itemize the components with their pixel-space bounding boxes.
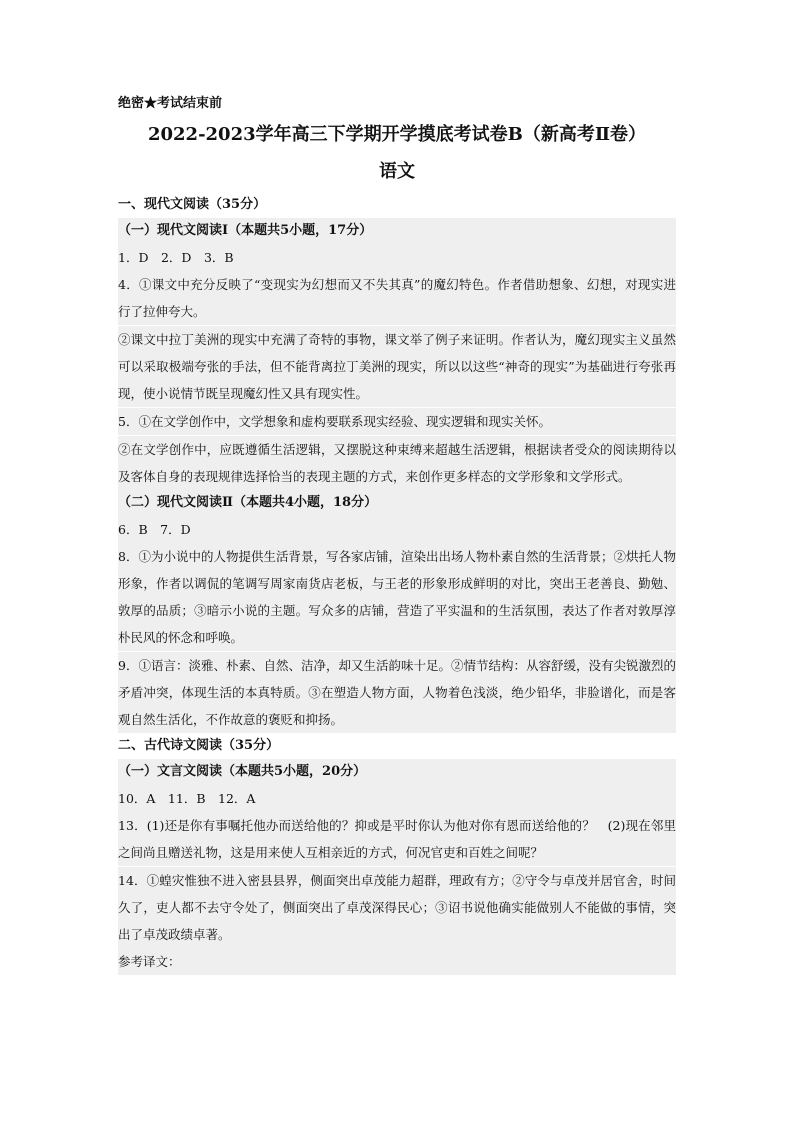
confidential-label: 绝密★考试结束前	[118, 96, 223, 111]
part-heading-modern-reading-2: （二）现代文阅读Ⅱ（本题共4小题，18分）	[118, 490, 676, 516]
answer-paragraph: ②课文中拉丁美洲的现实中充满了奇特的事物，课文举了例子来证明。作者认为，魔幻现实主义虽然可以采取极端夸张的手法，但不能背离拉丁美洲的现实，所以以这些“神奇的现实”为基础进行夸张再现，使小说情节既呈现魔幻性又具有现实性。	[118, 325, 676, 407]
section-heading-classical-reading: 二、古代诗文阅读（35分）	[118, 738, 280, 753]
exam-title: 2022-2023学年高三下学期开学摸底考试卷B（新高考Ⅱ卷）	[147, 124, 647, 145]
document-page	[118, 94, 676, 975]
answer-paragraph: 8．①为小说中的人物提供生活背景，写各家店铺，渲染出出场人物朴素自然的生活背景；②烘托人物形象，作者以调侃的笔调写周家南货店老板，与王老的形象形成鲜明的对比，突出王老善良、勤勉、敦厚的品质；③暗示小说的主题。写众多的店铺，营造了平实温和的生活氛围，表达了作者对敦厚淳朴民风的怀念和呼唤。	[118, 543, 676, 651]
section-heading-modern-reading: 一、现代文阅读（35分）	[118, 197, 267, 212]
answer-line: 10．A 11．B 12．A	[118, 785, 676, 812]
answer-paragraph: 4．①课文中充分反映了“变现实为幻想而又不失其真”的魔幻特色。作者借助想象、幻想，对现实进行了拉伸夸大。	[118, 271, 676, 325]
subject-title: 语文	[379, 161, 415, 182]
answer-line: 6．B 7．D	[118, 516, 676, 543]
answer-paragraph: 5．①在文学创作中，文学想象和虚构要联系现实经验、现实逻辑和现实关怀。	[118, 407, 676, 435]
part-heading-classical-prose: （一）文言文阅读（本题共5小题，20分）	[118, 759, 676, 785]
reference-translation-label: 参考译文：	[118, 948, 676, 975]
answer-paragraph: ②在文学创作中，应既遵循生活逻辑，又摆脱这种束缚来超越生活逻辑，根据读者受众的阅读期待以及客体自身的表现规律选择恰当的表现主题的方式，来创作更多样态的文学形象和文学形式。	[118, 435, 676, 490]
part-heading-modern-reading-1: （一）现代文阅读Ⅰ（本题共5小题，17分）	[118, 218, 676, 244]
answer-line: 1．D 2．D 3．B	[118, 244, 676, 271]
answer-paragraph: 9．①语言：淡雅、朴素、自然、洁净，却又生活韵味十足。②情节结构：从容舒缓，没有尖锐激烈的矛盾冲突，体现生活的本真特质。③在塑造人物方面，人物着色浅淡，绝少铅华，非脸谱化，而是客观自然生活化，不作故意的褒贬和抑扬。	[118, 651, 676, 733]
answer-paragraph: 13．(1)还是你有事嘱托他办而送给他的？抑或是平时你认为他对你有恩而送给他的？ (2)现在邻里之间尚且赠送礼物，这是用来使人互相亲近的方式，何况官吏和百姓之间呢？	[118, 812, 676, 866]
answer-paragraph: 14．①蝗灾惟独不进入密县县界，侧面突出卓茂能力超群，理政有方；②守令与卓茂并居官舍，时间久了，吏人都不去守令处了，侧面突出了卓茂深得民心；③诏书说他确实能做别人不能做的事情，突出了卓茂政绩卓著。	[118, 866, 676, 948]
